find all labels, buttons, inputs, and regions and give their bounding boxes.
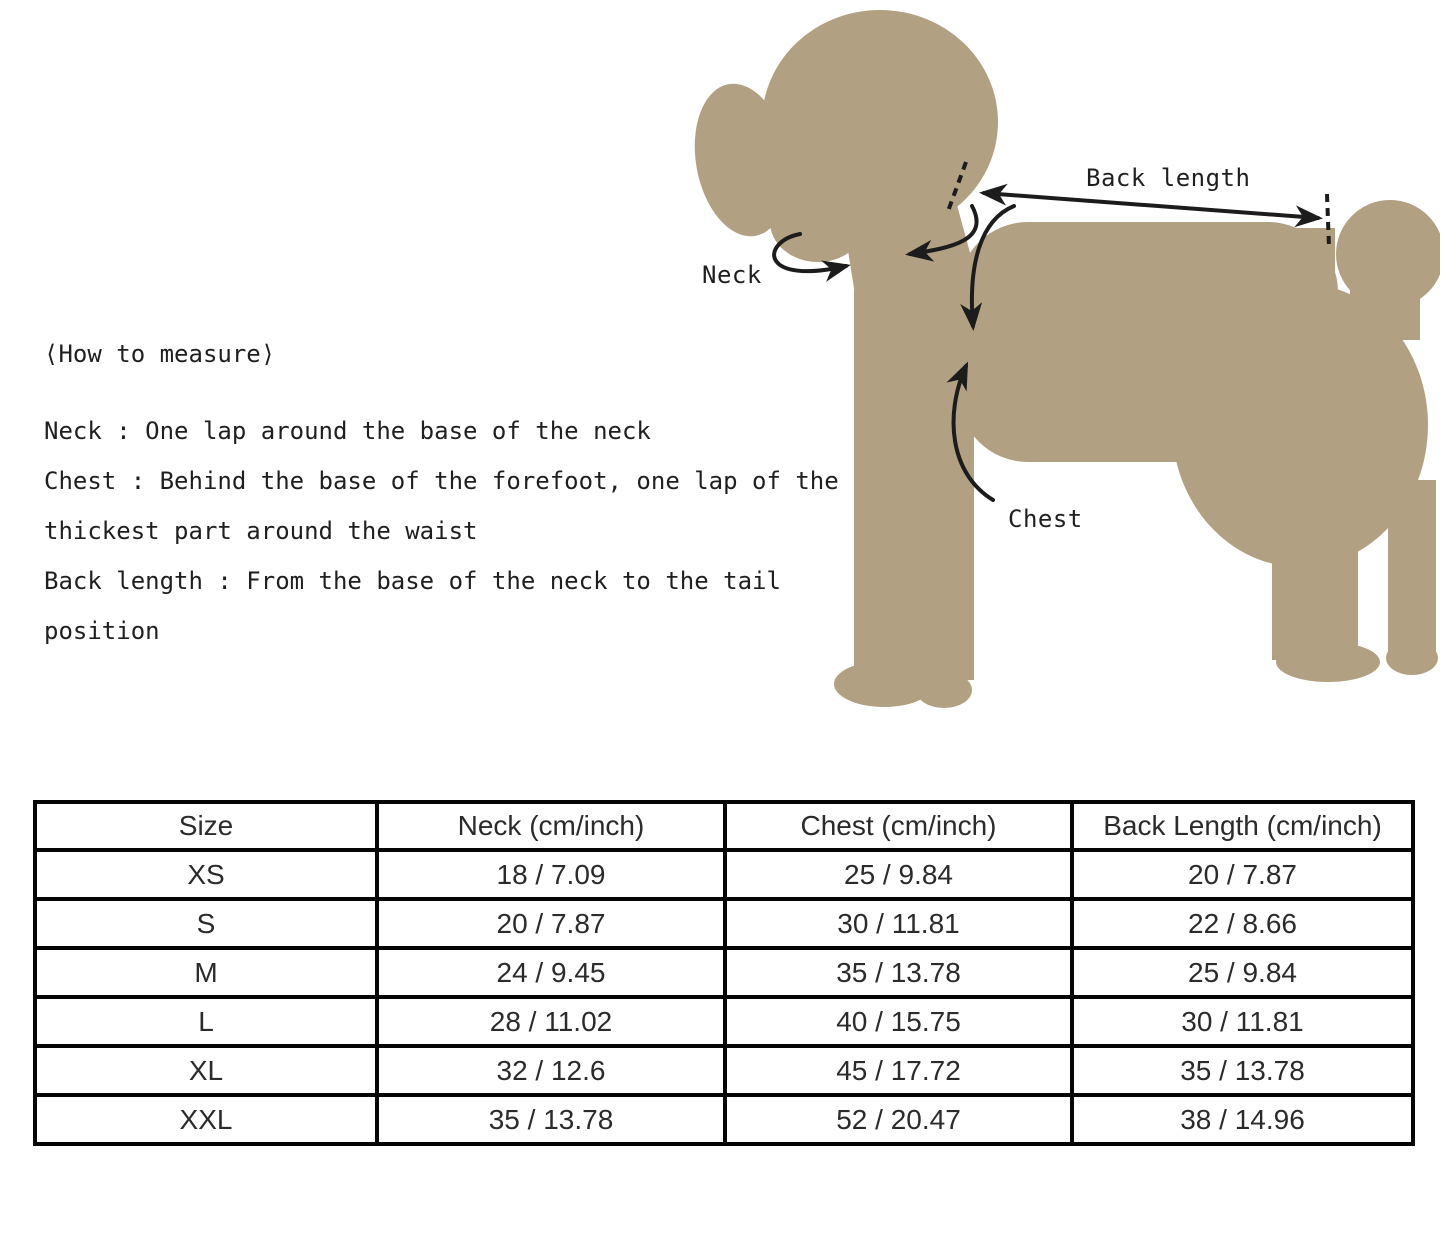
chest-cell: 40 / 15.75: [725, 997, 1072, 1046]
dog-silhouette: [683, 10, 1440, 708]
table-row: [35, 899, 1413, 948]
instruction-line-chest: Chest : Behind the base of the forefoot, one lap of the: [44, 467, 839, 495]
back-length-cell: 20 / 7.87: [1072, 850, 1413, 899]
how-to-measure-title: ⟨How to measure⟩: [44, 340, 276, 368]
back-length-cell: 25 / 9.84: [1072, 948, 1413, 997]
instruction-line-neck: Neck : One lap around the base of the neck: [44, 417, 651, 445]
chest-column-header: Chest (cm/inch): [725, 802, 1072, 850]
chest-cell: 35 / 13.78: [725, 948, 1072, 997]
size-cell: L: [35, 997, 377, 1046]
size-cell: S: [35, 899, 377, 948]
dog-front-paw-2: [916, 672, 972, 708]
dog-rear-paw: [1276, 642, 1380, 682]
size-column-header: Size: [35, 802, 377, 850]
back-length-cell: 35 / 13.78: [1072, 1046, 1413, 1095]
back-length-cell: 22 / 8.66: [1072, 899, 1413, 948]
size-chart-table: [33, 800, 1415, 1146]
instruction-line-chest-cont: thickest part around the waist: [44, 517, 478, 545]
table-row: [35, 1046, 1413, 1095]
neck-cell: 20 / 7.87: [377, 899, 725, 948]
table-row: [35, 948, 1413, 997]
size-cell: XS: [35, 850, 377, 899]
back-length-column-header: Back Length (cm/inch): [1072, 802, 1413, 850]
table-header-row: [35, 802, 1413, 850]
back-length-arrow: [984, 193, 1318, 218]
neck-cell: 18 / 7.09: [377, 850, 725, 899]
table-row: [35, 997, 1413, 1046]
dog-rear-leg-far: [1388, 480, 1436, 655]
instruction-line-back-length-cont: position: [44, 617, 160, 645]
chest-cell: 30 / 11.81: [725, 899, 1072, 948]
chest-label: Chest: [1008, 505, 1083, 533]
table-row: [35, 1095, 1413, 1144]
dog-tail-pom: [1336, 200, 1440, 308]
size-cell: XXL: [35, 1095, 377, 1144]
neck-cell: 28 / 11.02: [377, 997, 725, 1046]
neck-column-header: Neck (cm/inch): [377, 802, 725, 850]
table-row: [35, 850, 1413, 899]
size-cell: XL: [35, 1046, 377, 1095]
neck-cell: 32 / 12.6: [377, 1046, 725, 1095]
neck-label: Neck: [702, 261, 762, 289]
dog-rear-leg: [1272, 520, 1358, 660]
dog-chest-legs: [854, 290, 974, 680]
chest-cell: 45 / 17.72: [725, 1046, 1072, 1095]
neck-cell: 24 / 9.45: [377, 948, 725, 997]
size-cell: M: [35, 948, 377, 997]
dog-measurement-diagram: [660, 0, 1440, 760]
back-length-cell: 38 / 14.96: [1072, 1095, 1413, 1144]
dog-rear-paw-far: [1386, 641, 1438, 675]
neck-cell: 35 / 13.78: [377, 1095, 725, 1144]
chest-cell: 25 / 9.84: [725, 850, 1072, 899]
chest-cell: 52 / 20.47: [725, 1095, 1072, 1144]
back-length-cell: 30 / 11.81: [1072, 997, 1413, 1046]
tail-base-dash: [1327, 194, 1329, 247]
back-length-label: Back length: [1086, 164, 1251, 192]
instruction-line-back-length: Back length : From the base of the neck to the tail: [44, 567, 781, 595]
